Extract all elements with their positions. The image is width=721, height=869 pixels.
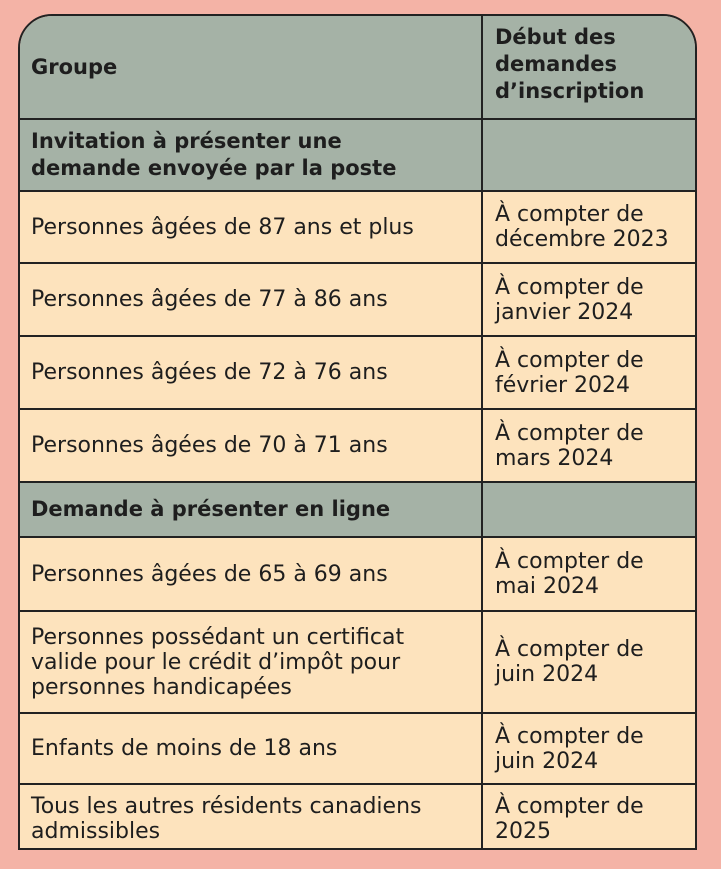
table-row [20, 783, 695, 850]
group-column-header: Groupe [31, 54, 118, 79]
section-title: Invitation à présenter une demande envoyée par la poste [31, 129, 397, 180]
group-cell: Personnes âgées de 70 à 71 ans [31, 433, 388, 458]
date-cell: À compter de mars 2024 [495, 420, 644, 471]
date-cell: À compter de 2025 [495, 793, 644, 844]
group-cell: Personnes âgées de 72 à 76 ans [31, 360, 388, 385]
table-header-row [20, 16, 695, 118]
table-row [20, 335, 695, 408]
date-cell: À compter de mai 2024 [495, 549, 644, 599]
date-cell: À compter de juin 2024 [495, 637, 644, 687]
date-cell: À compter de juin 2024 [495, 723, 644, 774]
table-row [20, 262, 695, 335]
date-cell: À compter de janvier 2024 [495, 274, 644, 325]
table-row [20, 190, 695, 262]
table-row [20, 536, 695, 610]
date-column-header: Début des demandes d’inscription [495, 25, 645, 103]
section-header-row [20, 481, 695, 536]
date-cell: À compter de février 2024 [495, 347, 644, 398]
group-cell: Personnes âgées de 77 à 86 ans [31, 287, 388, 312]
group-cell: Personnes âgées de 65 à 69 ans [31, 561, 388, 587]
schedule-table [18, 14, 697, 850]
section-header-row [20, 118, 695, 190]
group-cell: Personnes possédant un certificat valide pour le crédit d’impôt pour personnes handicapées [31, 624, 405, 700]
table-row [20, 408, 695, 481]
table-row [20, 610, 695, 712]
group-cell: Tous les autres résidents canadiens admissibles [31, 793, 422, 844]
group-cell: Personnes âgées de 87 ans et plus [31, 214, 414, 240]
date-cell: À compter de décembre 2023 [495, 202, 669, 252]
group-cell: Enfants de moins de 18 ans [31, 736, 338, 761]
section-title: Demande à présenter en ligne [31, 497, 391, 521]
table-row [20, 712, 695, 783]
